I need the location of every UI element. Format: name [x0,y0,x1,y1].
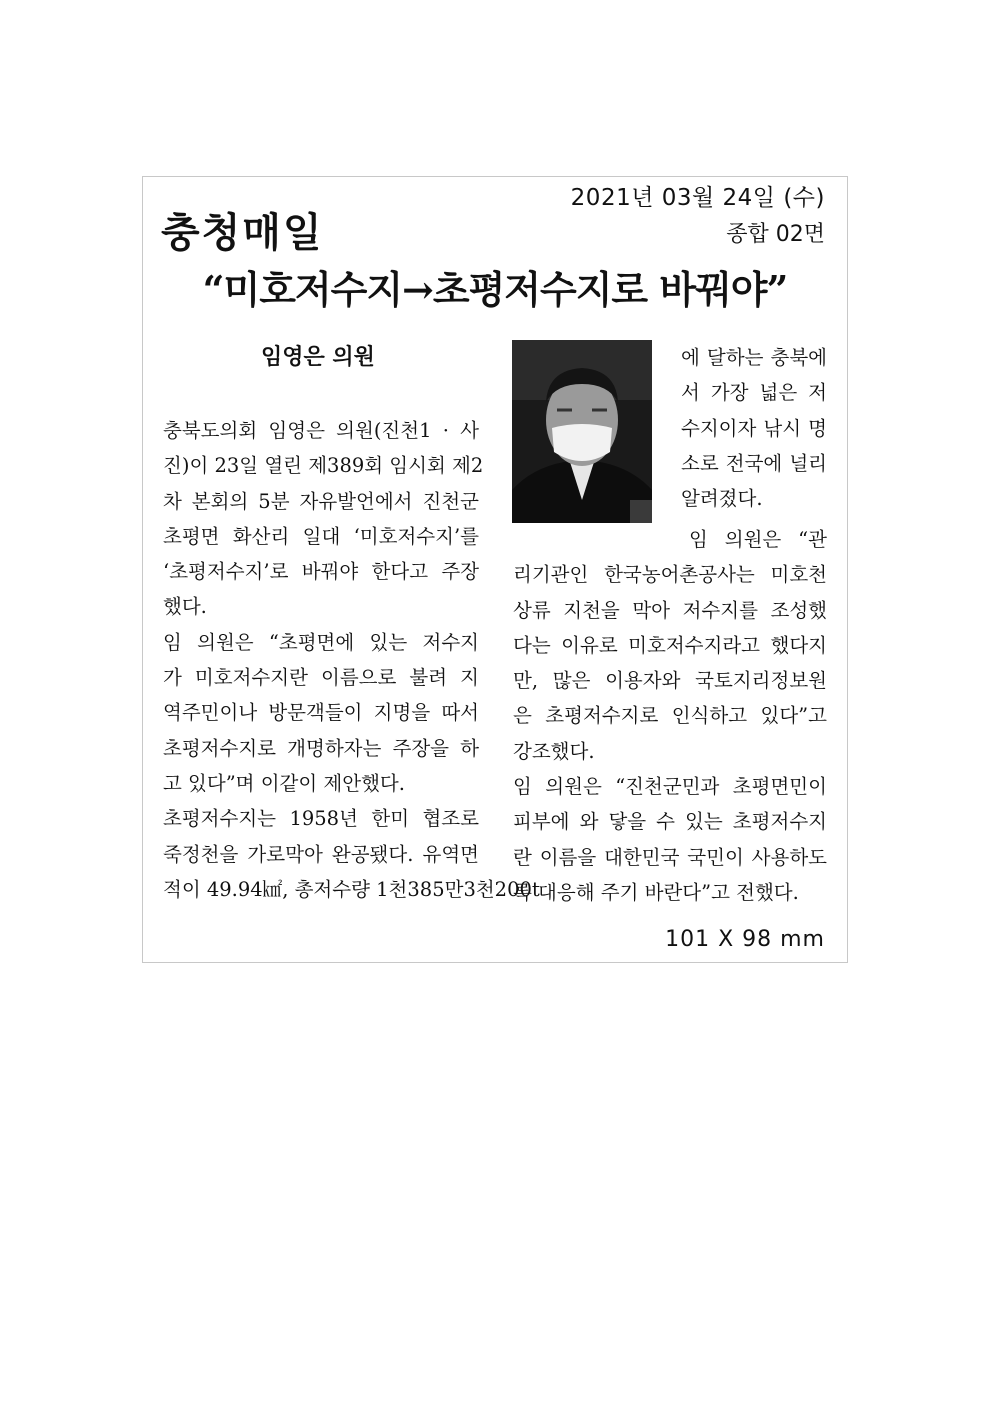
article-line: 수지이자 낚시 명 [681,416,827,440]
clipping-size: 101 X 98 mm [665,927,825,952]
article-line: 상류 지천을 막아 저수지를 조성했 [513,598,827,622]
newspaper-clipping [142,176,848,963]
article-line: 죽정천을 가로막아 완공됐다. 유역면 [163,842,479,866]
article-line: 서 가장 넓은 저 [681,381,827,405]
byline: 임영은 의원 [261,344,375,370]
article-line: 초평면 화산리 일대 ‘미호저수지’를 [163,524,479,548]
article-line: 알려졌다. [681,487,763,511]
section-page: 종합 02면 [726,222,825,247]
article-line: 충북도의회 임영은 의원(진천1 · 사 [163,419,479,442]
article-line: 다는 이유로 미호저수지라고 했다지 [513,633,827,657]
article-line: 적이 49.94㎢, 총저수량 1천385만3천200t [163,877,540,901]
article-line: 역주민이나 방문객들이 지명을 따서 [163,701,479,725]
article-line: 소로 전국에 널리 [681,451,827,475]
article-line: 록 대응해 주기 바란다”고 전했다. [513,880,799,904]
article-line: 했다. [163,595,207,619]
article-column-left [163,413,540,907]
article-line: 리기관인 한국농어촌공사는 미호천 [513,563,827,587]
article-line: 강조했다. [513,739,595,763]
article-line: 은 초평저수지로 인식하고 있다”고 [513,704,827,728]
headline: “미호저수지→초평저수지로 바꿔야” [202,267,788,312]
newspaper-masthead: 충청매일 [161,210,324,256]
article-line: 에 달하는 충북에 [681,346,827,369]
article-line: 임 의원은 “진천군민과 초평면민이 [513,775,827,799]
lawmaker-photo [512,340,652,523]
article-line: 초평저수지로 개명하자는 주장을 하 [163,736,479,760]
article-line: 피부에 와 닿을 수 있는 초평저수지 [513,810,827,834]
article-column-right [513,522,827,910]
article-column-right-top [681,340,827,516]
publication-date: 2021년 03월 24일 (수) [570,185,825,211]
article-line: 진)이 23일 열린 제389회 임시회 제2 [163,454,484,478]
article-line: 만, 많은 이용자와 국토지리정보원 [513,669,827,693]
person-photo-icon [512,340,652,523]
article-line: 차 본회의 5분 자유발언에서 진천군 [163,489,479,513]
article-line: 란 이름을 대한민국 국민이 사용하도 [513,845,827,869]
article-line: 임 의원은 “관 [689,528,827,551]
article-line: 초평저수지는 1958년 한미 협조로 [163,807,479,831]
article-line: 임 의원은 “초평면에 있는 저수지 [163,630,479,654]
article-line: 고 있다”며 이같이 제안했다. [163,771,405,795]
article-line: 가 미호저수지란 이름으로 불려 지 [163,666,479,690]
article-line: ‘초평저수지’로 바꿔야 한다고 주장 [163,560,479,584]
